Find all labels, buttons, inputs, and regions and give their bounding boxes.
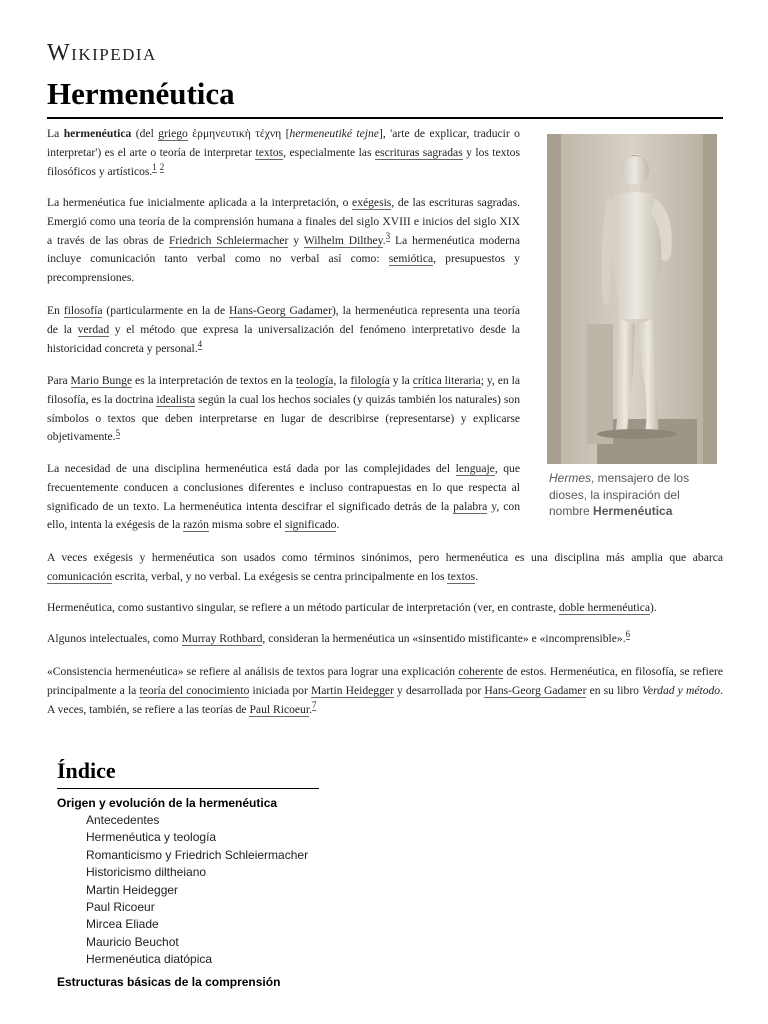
text: . — [382, 233, 386, 247]
link-gadamer-2[interactable]: Hans-Georg Gadamer — [484, 683, 587, 697]
link-critica-literaria[interactable]: crítica literaria — [412, 374, 481, 387]
text: iniciada por — [249, 683, 311, 697]
toc-item[interactable]: Antecedentes — [86, 813, 160, 827]
link-dilthey[interactable]: Wilhelm Dilthey — [303, 233, 383, 247]
link-griego[interactable]: griego — [158, 127, 188, 140]
infobox-caption — [547, 470, 717, 520]
text: , la — [333, 374, 351, 387]
link-murray-rothbard[interactable]: Murray Rothbard — [181, 632, 263, 645]
toc-list — [57, 794, 308, 991]
text: Para — [47, 374, 71, 387]
ref-6[interactable]: 6 — [625, 629, 631, 640]
text: , de las escrituras sagradas. Emergió como una teoría de la comprensión humana a finales del siglo — [47, 196, 520, 228]
toc-item[interactable]: Hermenéutica diatópica — [86, 952, 213, 967]
text: , especialmente las — [283, 145, 375, 159]
link-razon[interactable]: razón — [183, 518, 209, 532]
text: es la interpretación de textos en la — [132, 374, 296, 387]
text: A veces exégesis y hermenéutica son usados como términos sinónimos, pero hermenéutica es una disciplina más amplia que abarca — [47, 551, 723, 564]
text: y la — [389, 374, 413, 387]
text: y el método que expresa la universalización del fenómeno interpretativo desde la historicidad concreta y personal. — [47, 322, 520, 355]
toc-item[interactable]: Romanticismo y Friedrich Schleiermacher — [86, 847, 309, 862]
text: a través de las obras de — [47, 233, 169, 247]
paragraph-4 — [47, 372, 520, 447]
roman-numeral: XIX — [499, 214, 521, 228]
italic-term: hermeneutiké tejne — [289, 127, 379, 140]
toc-item[interactable]: Mauricio Beuchot — [86, 934, 179, 949]
ref-3[interactable]: 3 — [385, 230, 391, 241]
link-idealista[interactable]: idealista — [156, 392, 196, 406]
link-martin-heidegger[interactable]: Martin Heidegger — [310, 683, 394, 697]
link-mario-bunge[interactable]: Mario Bunge — [70, 374, 133, 387]
text: escrita, verbal, y no verbal. La exégesis se centra principalmente en los — [112, 569, 448, 583]
toc-item[interactable]: Historicismo diltheiano — [86, 865, 207, 880]
toc-section-estructuras[interactable]: Estructuras básicas de la comprensión — [57, 974, 281, 989]
text: (particularmente en la de — [102, 304, 230, 317]
paragraph-8 — [47, 630, 723, 649]
link-teologia[interactable]: teología — [295, 374, 334, 387]
text: La hermenéutica moderna incluye comunicación tanto verbal como no verbal así como: — [47, 233, 520, 266]
table-of-contents — [57, 758, 319, 789]
text: según la cual los hechos sociales (y quizás también los naturales) son símbolos o textos que deben interpretarse en lugar de describirse (representarse) y explicarse objetivamente. — [47, 392, 520, 444]
wikipedia-wordmark[interactable]: Wikipedia — [47, 40, 157, 66]
paragraph-7 — [47, 599, 723, 618]
toc-section-origen[interactable]: Origen y evolución de la hermenéutica — [57, 796, 278, 810]
caption-bold: Hermenéutica — [593, 504, 673, 518]
link-gadamer[interactable]: Hans-Georg Gadamer — [229, 304, 332, 317]
link-palabra[interactable]: palabra — [453, 499, 488, 513]
paragraph-5 — [47, 460, 520, 535]
toc-item[interactable]: Paul Ricoeur — [86, 900, 155, 915]
text: ; y, en la filosofía, es la doctrina — [47, 374, 521, 406]
link-coherente[interactable]: coherente — [458, 665, 504, 678]
roman-numeral: XVIII — [382, 214, 411, 228]
ref-7[interactable]: 7 — [311, 699, 317, 710]
link-filologia[interactable]: filología — [350, 374, 390, 387]
toc-title: Índice — [57, 758, 319, 789]
text: y, con ello, intenta la exégesis de la — [47, 499, 520, 532]
text: ἑρμηνευτικὴ τέχνη [ — [187, 127, 290, 140]
text: ). — [650, 601, 657, 614]
text: . — [309, 702, 312, 716]
text: ), la hermenéutica representa una teoría de la — [47, 304, 520, 336]
link-lenguaje[interactable]: lenguaje — [455, 462, 495, 475]
paragraph-6 — [47, 549, 723, 587]
text: «Consistencia hermenéutica» se refiere al análisis de textos para lograr una explicación — [47, 665, 459, 678]
text: . — [475, 569, 479, 583]
text: Algunos intelectuales, como — [47, 632, 182, 645]
text: En — [47, 304, 64, 317]
text: e inicios del siglo — [410, 214, 500, 228]
text: en su libro — [586, 683, 643, 697]
text: ], 'arte de explicar, traducir o interpretar') es el arte o teoría de interpretar — [47, 127, 520, 159]
text: misma sobre el — [208, 518, 285, 532]
link-teoria-del-conocimiento[interactable]: teoría del conocimiento — [139, 683, 250, 697]
link-verdad[interactable]: verdad — [77, 322, 110, 336]
toc-item[interactable]: Mircea Eliade — [86, 917, 159, 932]
text: La — [47, 127, 64, 140]
text: (del — [131, 127, 159, 140]
text: , consideran la hermenéutica un «sinsentido mistificante» e «incomprensible». — [262, 632, 626, 645]
text: , que frecuentemente conducen a conclusiones diferentes e incluso contrapuestas en lo que respecta al significado de un texto. La hermenéutica intenta descifrar el significado detrás de la — [47, 462, 520, 513]
text: . A veces, también, se refiere a las teorías de — [47, 683, 723, 716]
link-semiotica[interactable]: semiótica — [388, 252, 434, 266]
link-escrituras-sagradas[interactable]: escrituras sagradas — [374, 145, 463, 159]
ref-2[interactable]: 2 — [159, 161, 165, 172]
link-textos-2[interactable]: textos — [447, 569, 476, 583]
toc-item[interactable]: Martin Heidegger — [86, 882, 179, 897]
infobox — [547, 134, 717, 520]
ref-4[interactable]: 4 — [197, 338, 203, 349]
ref-5[interactable]: 5 — [115, 427, 121, 438]
link-doble-hermeneutica[interactable]: doble hermenéutica — [558, 601, 651, 614]
paragraph-2 — [47, 194, 520, 288]
hermes-statue-image[interactable] — [547, 134, 717, 464]
link-significado[interactable]: significado — [284, 518, 337, 532]
italic-book-title: Verdad y método — [642, 683, 721, 697]
caption-italic: Hermes — [549, 471, 592, 485]
toc-item[interactable]: Hermenéutica y teología — [86, 830, 217, 845]
bold-term: hermenéutica — [63, 127, 132, 140]
text: de estos. Hermenéutica, en filosofía, se refiere principalmente a la — [47, 665, 723, 697]
link-exegesis[interactable]: exégesis — [352, 196, 392, 209]
text: La hermenéutica fue inicialmente aplicada a la interpretación, o — [47, 196, 353, 209]
text: La necesidad de una disciplina hermenéutica está dada por las complejidades del — [47, 462, 456, 475]
text: Hermenéutica, como sustantivo singular, se refiere a un método particular de interpretación (ver, en contraste, — [47, 601, 559, 614]
text: y — [288, 233, 304, 247]
text: y los textos filosóficos y artísticos. — [47, 145, 520, 178]
link-schleiermacher[interactable]: Friedrich Schleiermacher — [168, 233, 289, 247]
ref-1[interactable]: 1 — [152, 161, 157, 172]
page-title: Hermenéutica — [47, 76, 235, 111]
link-textos[interactable]: textos — [255, 145, 284, 159]
link-comunicacion[interactable]: comunicación — [47, 569, 113, 583]
text: y desarrollada por — [393, 683, 485, 697]
link-paul-ricoeur[interactable]: Paul Ricoeur — [249, 702, 310, 716]
text: . — [336, 518, 340, 532]
paragraph-3 — [47, 302, 520, 358]
text: , presupuestos y precomprensiones. — [47, 252, 520, 285]
link-filosofia[interactable]: filosofía — [63, 304, 103, 317]
caption-text: , mensajero de los dioses, la inspiración del nombre — [549, 471, 690, 518]
paragraph-1 — [47, 125, 520, 181]
paragraph-9 — [47, 663, 723, 719]
title-rule — [47, 117, 723, 119]
